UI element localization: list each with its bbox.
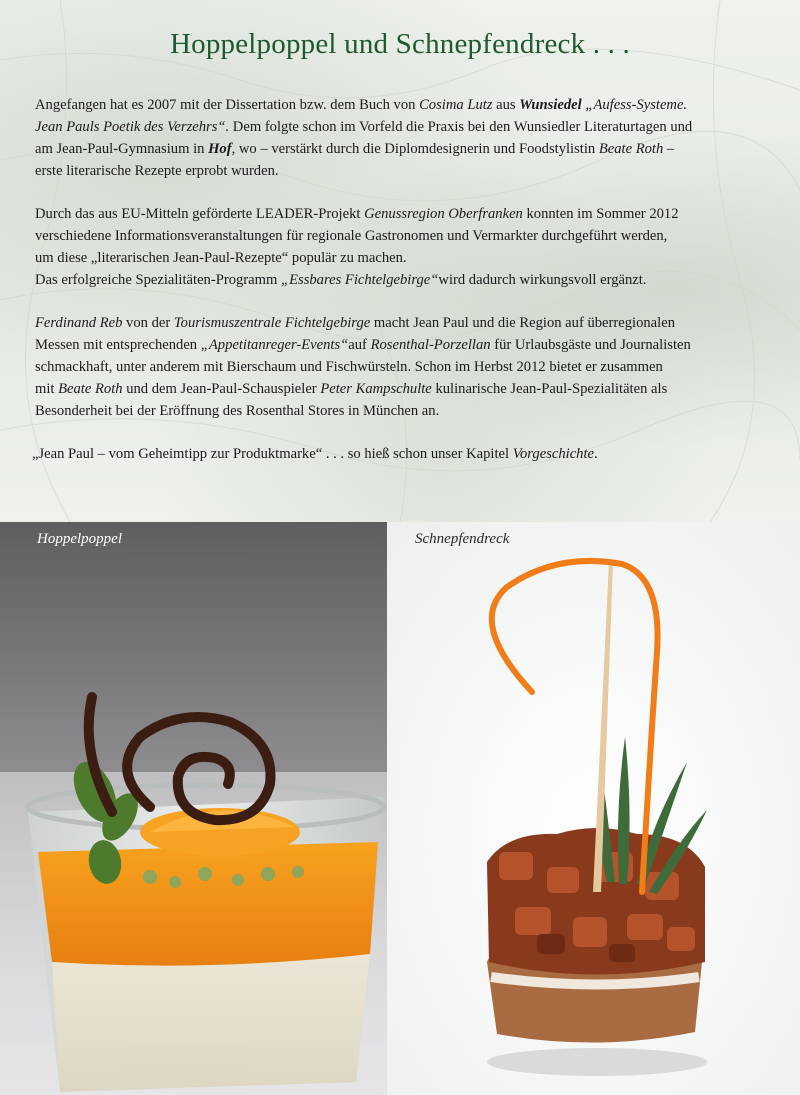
- program-name: „Essbares Fichtelgebirge“: [280, 272, 439, 288]
- article-body: [32, 94, 785, 486]
- text: am Jean-Paul-Gymnasium in: [35, 141, 209, 157]
- schnepfendreck-caption: Schnepfendreck: [415, 531, 510, 547]
- text: mit: [35, 381, 59, 397]
- page-title: Hoppelpoppel und Schnepfendreck . . .: [169, 28, 630, 60]
- book-title: „Aufess-Systeme.: [581, 97, 688, 113]
- schnepfendreck-image: [387, 522, 800, 1095]
- p3-line-3: schmackhaft, unter anderem mit Bierschaum und Fischwürsteln. Schon im Herbst 2012 bietet er zusammen: [35, 359, 663, 375]
- text: wird dadurch wirkungsvoll ergänzt.: [438, 272, 647, 288]
- text: und dem Jean-Paul-Schauspieler: [122, 381, 321, 397]
- book-title: Jean Pauls Poetik des Verzehrs“.: [35, 119, 230, 135]
- text: von der: [122, 315, 174, 331]
- organization-name: Tourismuszentrale Fichtelgebirge: [173, 315, 371, 331]
- text: für Urlaubsgäste und Journalisten: [490, 337, 691, 353]
- p1-line-1: [35, 94, 785, 116]
- text: aus: [492, 97, 520, 113]
- place-name: Hof: [208, 141, 232, 157]
- person-name: Peter Kampschulte: [320, 381, 432, 397]
- text: macht Jean Paul und die Region auf überregionalen: [370, 315, 675, 331]
- text: kulinarische Jean-Paul-Spezialitäten als: [431, 381, 668, 397]
- photo-strip: [0, 522, 800, 1095]
- chapter-name: Vorgeschichte: [512, 446, 595, 462]
- p2-line-3: um diese „literarischen Jean-Paul-Rezepte“ populär zu machen.: [35, 250, 407, 266]
- person-name: Beate Roth: [58, 381, 123, 397]
- p2-line-1: [35, 203, 785, 225]
- text: .: [594, 446, 598, 462]
- p1-line-4: erste literarische Rezepte erprobt wurden.: [35, 163, 279, 179]
- text: Angefangen hat es 2007 mit der Dissertation bzw. dem Buch von: [35, 97, 420, 113]
- p2-line-4: [35, 269, 785, 291]
- text: Das erfolgreiche Spezialitäten-Programm: [35, 272, 281, 288]
- p3-line-1: [35, 312, 785, 334]
- p1-line-2: [35, 116, 785, 138]
- paragraph-4: [32, 443, 785, 465]
- text: , wo – verstärkt durch die Diplomdesignerin und Foodstylistin: [231, 141, 599, 157]
- text: konnten im Sommer 2012: [522, 206, 679, 222]
- brand-name: Rosenthal-Porzellan: [370, 337, 491, 353]
- p3-line-2: [35, 334, 785, 356]
- p4-line-1: [32, 443, 785, 465]
- paragraph-3: [35, 312, 785, 422]
- text: auf: [348, 337, 371, 353]
- person-name: Ferdinand Reb: [35, 315, 123, 331]
- hoppelpoppel-image: [0, 522, 387, 1095]
- text: Durch das aus EU-Mitteln geförderte LEADER-Projekt: [35, 206, 365, 222]
- paragraph-2: [35, 203, 785, 291]
- project-name: Genussregion Oberfranken: [364, 206, 523, 222]
- hoppelpoppel-caption: Hoppelpoppel: [37, 531, 122, 547]
- p2-line-2: verschiedene Informationsveranstaltungen für regionale Gastronomen und Vermarkter durchgeführt werden,: [35, 228, 668, 244]
- photo-hoppelpoppel: [0, 522, 387, 1095]
- text: „Jean Paul – vom Geheimtipp zur Produktmarke“ . . . so hieß schon unser Kapitel: [32, 446, 513, 462]
- text: –: [663, 141, 675, 157]
- text: Messen mit entsprechenden: [35, 337, 201, 353]
- person-name: Cosima Lutz: [419, 97, 493, 113]
- p3-line-4: [35, 378, 785, 400]
- event-name: „Appetitanreger-Events“: [200, 337, 349, 353]
- photo-schnepfendreck: [387, 522, 800, 1095]
- paragraph-1: [35, 94, 785, 182]
- place-name: Wunsiedel: [519, 97, 582, 113]
- p3-line-5: Besonderheit bei der Eröffnung des Rosenthal Stores in München an.: [35, 403, 440, 419]
- text-panel: [0, 0, 800, 522]
- person-name: Beate Roth: [598, 141, 664, 157]
- text: Dem folgte schon im Vorfeld die Praxis bei den Wunsiedler Literaturtagen und: [229, 119, 693, 135]
- p1-line-3: [35, 138, 785, 160]
